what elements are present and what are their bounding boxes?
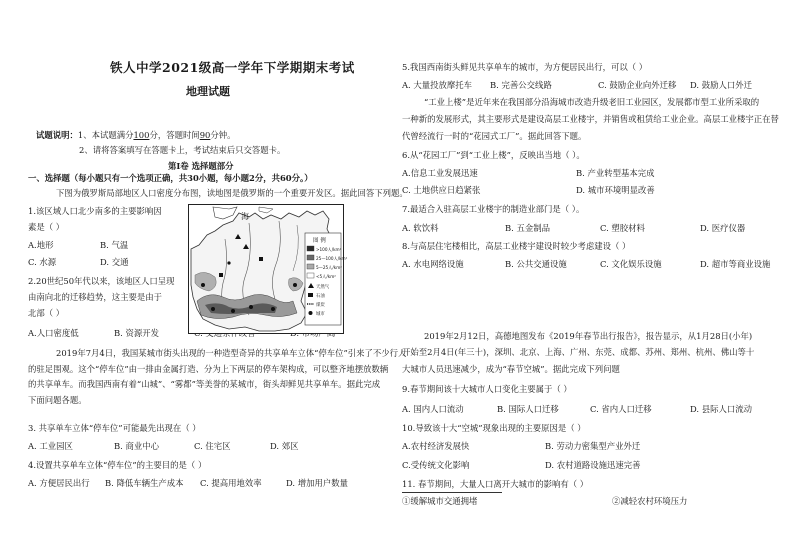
map-graphic bbox=[189, 205, 348, 333]
sea-label: 海 bbox=[241, 212, 249, 221]
q6-stem: 6.从“花园工厂”到“工业上楼”，反映出当地（ ）。 bbox=[402, 150, 585, 160]
q8-option-a[interactable]: A. 水电网络设施 bbox=[402, 259, 464, 269]
q2-stem-a: 2.20世纪50年代以来，该地区人口呈现 bbox=[28, 276, 175, 286]
legend-item-2: 25—100人/km² bbox=[316, 256, 348, 261]
instructions-line2: 2、请将答案填写在答题卡上，考试结束后只交答题卡。 bbox=[79, 145, 286, 155]
q7-option-d[interactable]: D. 医疗仪器 bbox=[700, 223, 746, 233]
q6-option-d[interactable]: D. 城市环境明显改善 bbox=[576, 185, 655, 195]
q2-stem-b: 由南向北的迁移趋势，这主要是由于 bbox=[28, 292, 162, 302]
q1-stem-b: 素是（ ） bbox=[28, 222, 65, 232]
q7-stem: 7.最适合入驻高层工业楼宇的制造业部门是（ ）。 bbox=[402, 204, 585, 214]
passage3-line3: 代曾经流行一时的“花园式工厂”。据此回答下题。 bbox=[402, 131, 587, 141]
q3-option-a[interactable]: A. 工业园区 bbox=[28, 441, 73, 451]
q2-stem-c: 北部（ ） bbox=[28, 308, 65, 318]
q1-option-d[interactable]: D. 交通 bbox=[100, 257, 129, 267]
legend-item-3: 5—25人/km² bbox=[316, 265, 342, 270]
legend-item-1: >100人/km² bbox=[316, 247, 342, 252]
q9-stem: 9.春节期间该十大城市人口变化主要属于（ ） bbox=[402, 384, 572, 394]
exam-time: 90 bbox=[199, 130, 211, 140]
instructions-line1: 试题说明：1、本试题满分100分，答题时间90分钟。 bbox=[36, 130, 236, 140]
q5-option-c[interactable]: C. 鼓励企业向外迁移 bbox=[598, 80, 677, 90]
q9-option-a[interactable]: A. 国内人口流动 bbox=[402, 404, 464, 414]
legend-item-4: <5人/km² bbox=[316, 274, 336, 279]
q8-stem: 8.与高层住宅楼相比，高层工业楼宇建设时较少考虑建设（ ） bbox=[402, 241, 631, 251]
part-heading: 一、选择题（每小题只有一个选项正确，共30小题，每小题2分，共60分。） bbox=[28, 173, 313, 183]
q4-option-c[interactable]: C. 提高用地效率 bbox=[200, 478, 262, 488]
q8-option-d[interactable]: D. 超市等商业设施 bbox=[700, 259, 771, 269]
subject-title: 地理试题 bbox=[186, 85, 230, 98]
q1-option-a[interactable]: A.地形 bbox=[28, 240, 54, 250]
legend-symbol-oil: 石油 bbox=[316, 294, 325, 299]
q1-stem-a: 1.该区域人口北少南多的主要影响因 bbox=[28, 206, 162, 216]
passage4-line2: 开始至2月4日(年三十)，深圳、北京、上海、广州、东莞、成都、苏州、郑州、杭州、佛山等十 bbox=[402, 347, 755, 357]
q8-option-b[interactable]: B. 公共交通设施 bbox=[505, 259, 567, 269]
q3-option-d[interactable]: D. 郊区 bbox=[270, 441, 299, 451]
legend-symbol-coal: 煤炭 bbox=[316, 303, 325, 308]
instructions-label: 试题说明： bbox=[36, 130, 78, 140]
q10-option-b[interactable]: B. 劳动力密集型产业外迁 bbox=[545, 441, 641, 451]
legend-symbol-city: 城市 bbox=[316, 312, 325, 317]
passage2-line4: 下面问题各题。 bbox=[28, 395, 87, 405]
q3-option-b[interactable]: B. 商业中心 bbox=[114, 441, 159, 451]
full-score: 100 bbox=[133, 130, 150, 140]
legend-symbol-gas: 天然气 bbox=[316, 285, 330, 290]
q4-option-b[interactable]: B. 降低车辆生产成本 bbox=[105, 478, 184, 488]
q3-stem: 3. 共享单车立体“停车位”可能最先出现在（ ） bbox=[28, 423, 201, 433]
q2-option-b[interactable]: B. 资源开发 bbox=[114, 328, 159, 338]
q10-stem: 10.导致该十大“空城”现象出现的主要原因是（ ） bbox=[402, 423, 586, 433]
q3-option-c[interactable]: C. 住宅区 bbox=[194, 441, 231, 451]
q7-option-b[interactable]: B. 五金制品 bbox=[505, 223, 550, 233]
q11-stem: 11. 春节期间，大量人口离开大城市的影响有（ ） bbox=[402, 479, 589, 489]
exam-title: 铁人中学2021级高一学年下学期期末考试 bbox=[110, 60, 355, 75]
passage4-line3: 大城市人员迅速减少，成为“春节空城”。据此完成下列问题 bbox=[402, 364, 620, 374]
q4-option-a[interactable]: A. 方便居民出行 bbox=[28, 478, 90, 488]
q5-stem: 5.我国西南街头鲜见共享单车的城市，为方便居民出行，可以（ ） bbox=[402, 62, 648, 72]
q6-option-c[interactable]: C. 土地供应日趋紧张 bbox=[402, 185, 481, 195]
q11-statement-1: ①缓解城市交通拥堵 bbox=[402, 496, 478, 506]
q9-option-c[interactable]: C. 省内人口迁移 bbox=[590, 404, 652, 414]
passage4-line1: 2019年2月12日，高德地图发布《2019年春节出行报告》，报告显示，从1月28日(小年) bbox=[424, 331, 753, 341]
q4-stem: 4.设置共享单车立体“停车位”的主要目的是（ ） bbox=[28, 460, 207, 470]
q6-option-a[interactable]: A.信息工业发展迅速 bbox=[402, 168, 478, 178]
q10-option-c[interactable]: C.受传统文化影响 bbox=[402, 460, 470, 470]
q10-option-d[interactable]: D. 农村道路设施迅速完善 bbox=[545, 460, 641, 470]
passage2-line2: 的驻足围观。这个“停车位”由一排由金属打造、分为上下两层的停车架构成，可以整齐地摆放数辆 bbox=[28, 364, 389, 374]
q11-statement-2: ②减轻农村环境压力 bbox=[612, 496, 688, 506]
q9-option-d[interactable]: D. 县际人口流动 bbox=[690, 404, 752, 414]
footnote-rule bbox=[402, 492, 502, 493]
q1-option-c[interactable]: C. 水源 bbox=[28, 257, 57, 267]
q6-option-b[interactable]: B. 产业转型基本完成 bbox=[576, 168, 655, 178]
q10-option-a[interactable]: A.农村经济发展快 bbox=[402, 441, 470, 451]
section-heading: 第Ⅰ卷 选择题部分 bbox=[168, 161, 234, 171]
passage2-line3: 的共享单车。而我国西南有着“山城”、“雾都”等美誉的某城市，街头却鲜见共享单车。据此完成 bbox=[28, 379, 381, 389]
q1-option-b[interactable]: B. 气温 bbox=[100, 240, 129, 250]
q8-option-c[interactable]: C. 文化娱乐设施 bbox=[600, 259, 662, 269]
q2-option-a[interactable]: A.人口密度低 bbox=[28, 328, 79, 338]
passage3-line2: 一种新的发展形式，其主要形式是建设高层工业楼宇，并销售或租赁给工业企业。高层工业楼宇正在替 bbox=[402, 114, 779, 124]
passage3-line1: “工业上楼”是近年来在我国部分沿海城市改造升级老旧工业园区，发展都市型工业所采取的 bbox=[424, 97, 760, 107]
q7-option-a[interactable]: A. 软饮料 bbox=[402, 223, 439, 233]
q5-option-b[interactable]: B. 完善公交线路 bbox=[490, 80, 552, 90]
q7-option-c[interactable]: C. 塑胶材料 bbox=[600, 223, 645, 233]
russia-population-map bbox=[188, 204, 348, 334]
legend-title: 图 例 bbox=[313, 238, 326, 244]
q5-option-d[interactable]: D. 鼓励人口外迁 bbox=[690, 80, 752, 90]
q5-option-a[interactable]: A. 大量投放摩托车 bbox=[402, 80, 472, 90]
passage2-line1: 2019年7月4日，我国某城市街头出现的一种造型奇异的共享单车立体“停车位”引来了不少行人 bbox=[56, 348, 407, 358]
q9-option-b[interactable]: B. 国际人口迁移 bbox=[497, 404, 559, 414]
q4-option-d[interactable]: D. 增加用户数量 bbox=[286, 478, 348, 488]
map-intro: 下图为俄罗斯局部地区人口密度分布图，读地图是俄罗斯的一个重要开发区。据此回答下列题。 bbox=[56, 188, 408, 198]
